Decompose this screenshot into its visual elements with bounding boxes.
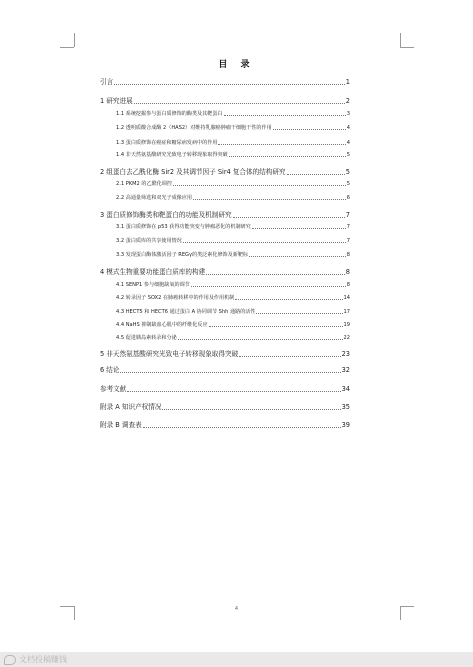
toc-leader-dots xyxy=(127,390,340,392)
toc-leader-dots xyxy=(209,325,343,327)
toc-entry[interactable] xyxy=(100,209,350,219)
toc-entry-page: 1 xyxy=(345,78,350,86)
toc-entry[interactable] xyxy=(100,95,350,105)
toc-entry[interactable] xyxy=(100,383,350,393)
toc-entry-title: 附录 B 调查表 xyxy=(100,421,142,429)
toc-leader-dots xyxy=(239,355,340,357)
toc-entry-page: 22 xyxy=(343,335,350,341)
toc-leader-dots xyxy=(233,216,345,218)
toc-leader-dots xyxy=(252,227,346,229)
toc-entry-page: 34 xyxy=(341,385,350,393)
toc-entry-title: 3.1 蛋白质修饰在 p53 获得功能突变与肿瘤恶化的机制研究 xyxy=(116,224,251,230)
toc-entry-page: 8 xyxy=(346,282,350,288)
toc-entry-title: 4.3 HECT5 和 HECT6 通过蛋白 A 协同调节 Shh 通路的活性 xyxy=(116,309,256,315)
toc-entry-page: 14 xyxy=(343,295,350,301)
toc-entry[interactable] xyxy=(100,364,350,374)
toc-entry[interactable] xyxy=(100,194,350,201)
toc-entry-page: 4 xyxy=(346,140,350,146)
toc-entry[interactable] xyxy=(100,166,350,176)
toc-leader-dots xyxy=(256,312,342,314)
toc-leader-dots xyxy=(134,102,345,104)
toc-entry[interactable] xyxy=(100,223,350,230)
toc-leader-dots xyxy=(178,338,343,340)
toc-entry[interactable] xyxy=(100,110,350,117)
toc-leader-dots xyxy=(162,408,340,410)
watermark-text: 文档投稿赚钱 xyxy=(19,655,67,664)
toc-entry-title: 3.2 蛋白质库的共享使用情况 xyxy=(116,238,182,244)
toc-entry[interactable] xyxy=(100,334,350,341)
toc-entry-title: 4.1 SENP1 参与细胞缺氧的调节 xyxy=(116,282,190,288)
toc-leader-dots xyxy=(114,83,345,85)
toc-entry-title: 1.4 非天然氨基酸研究光致电子转移现象取得突破 xyxy=(116,152,228,158)
toc-entry-title: 参考文献 xyxy=(100,385,127,393)
toc-entry[interactable] xyxy=(100,348,350,358)
toc-entry-title: 4.4 NaHS 抑制缺血心肌中的纤维化反应 xyxy=(116,322,208,328)
toc-entry-page: 5 xyxy=(345,168,350,176)
toc-entry-page: 7 xyxy=(346,224,350,230)
toc-entry-title: 6 结论 xyxy=(100,366,120,374)
toc-entry-title: 2.2 高通量筛选和双光子成像应用 xyxy=(116,195,192,201)
toc-entry-page: 7 xyxy=(346,238,350,244)
toc-leader-dots xyxy=(224,114,346,116)
toc-entry[interactable] xyxy=(100,401,350,411)
toc-entry[interactable] xyxy=(100,281,350,288)
crop-mark-top-right-h xyxy=(400,47,414,48)
toc-leader-dots xyxy=(218,143,345,145)
chat-bubble-icon xyxy=(4,655,16,665)
toc-entry-page: 35 xyxy=(341,403,350,411)
toc-leader-dots xyxy=(287,173,345,175)
toc-entry-page: 8 xyxy=(345,268,350,276)
toc-leader-dots xyxy=(191,285,346,287)
toc-entry-page: 6 xyxy=(346,195,350,201)
toc-entry-title: 1.3 蛋白质修饰在癌症和糖尿病发病中的作用 xyxy=(116,140,218,146)
toc-leader-dots xyxy=(183,241,346,243)
toc-leader-dots xyxy=(173,184,346,186)
toc-entry[interactable] xyxy=(100,308,350,315)
toc-entry-title: 3 蛋白质修饰酶类和靶蛋白的功能及机制研究 xyxy=(100,211,232,219)
toc-entry-page: 32 xyxy=(341,366,350,374)
toc-leader-dots xyxy=(143,426,341,428)
toc-leader-dots xyxy=(273,128,346,130)
toc-entry-title: 1.1 系统挖掘参与蛋白质修饰的酶类及其靶蛋白 xyxy=(116,111,223,117)
toc-entry[interactable] xyxy=(100,251,350,258)
toc-entry-page: 19 xyxy=(343,322,350,328)
toc-entry-page: 8 xyxy=(346,252,350,258)
toc-entry-title: 4 模式生物重要功能蛋白质库的构建 xyxy=(100,268,206,276)
toc-entry-title: 4.5 促进胰岛素转录和分泌 xyxy=(116,335,177,341)
toc-entry-title: 附录 A 知识产权情况 xyxy=(100,403,162,411)
toc-entry-page: 7 xyxy=(345,211,350,219)
toc-leader-dots xyxy=(229,155,346,157)
toc-entry-page: 23 xyxy=(341,350,350,358)
toc-entry[interactable] xyxy=(100,76,350,86)
toc-leader-dots xyxy=(235,298,342,300)
crop-mark-top-right-v xyxy=(400,33,401,47)
toc-entry[interactable] xyxy=(100,321,350,328)
toc-leader-dots xyxy=(206,273,345,275)
toc-entry-page: 4 xyxy=(346,125,350,131)
toc-entry-title: 1.2 透明质酸合成酶 2（HAS2）对维持乳腺癌肿瘤干细胞干性的作用 xyxy=(116,125,272,131)
toc-leader-dots xyxy=(249,255,346,257)
toc-entry-title: 引言 xyxy=(100,78,114,86)
toc-entry[interactable] xyxy=(100,151,350,158)
toc-leader-dots xyxy=(120,371,340,373)
toc-entry[interactable] xyxy=(100,139,350,146)
toc-entry-title: 1 研究进展 xyxy=(100,97,133,105)
page-title: 目 录 xyxy=(218,60,255,70)
toc-entry-page: 3 xyxy=(346,111,350,117)
toc-entry-title: 2 组蛋白去乙酰化酶 Sir2 及其调节因子 Sir4 复合体的结构研究 xyxy=(100,168,286,176)
toc-entry-page: 39 xyxy=(341,421,350,429)
toc-entry-page: 2 xyxy=(345,97,350,105)
toc-entry-title: 2.1 PKM2 的乙酰化调控 xyxy=(116,181,172,187)
toc-entry-title: 4.2 转录因子 SOX2 在肺癌转移中的作用及作用机制 xyxy=(116,295,235,301)
toc-leader-dots xyxy=(193,198,346,200)
toc-entry-page: 5 xyxy=(346,152,350,158)
toc-entry[interactable] xyxy=(100,419,350,429)
watermark xyxy=(4,652,67,667)
page-number: 4 xyxy=(234,606,239,612)
toc-entry[interactable] xyxy=(100,180,350,187)
toc-entry-page: 5 xyxy=(346,181,350,187)
toc-entry[interactable] xyxy=(100,266,350,276)
toc-entry-title: 5 非天然氨基酸研究光致电子转移现象取得突破 xyxy=(100,350,239,358)
toc-entry[interactable] xyxy=(100,124,350,131)
toc-entry-page: 17 xyxy=(343,309,350,315)
crop-mark-top-left-h xyxy=(60,47,74,48)
toc-entry-title: 3.3 发现蛋白酶体激活因子 REGγ的类泛素化修饰及新靶标 xyxy=(116,252,249,258)
toc-entry[interactable] xyxy=(100,294,350,301)
toc-entry[interactable] xyxy=(100,237,350,244)
crop-mark-top-left-v xyxy=(74,33,75,47)
